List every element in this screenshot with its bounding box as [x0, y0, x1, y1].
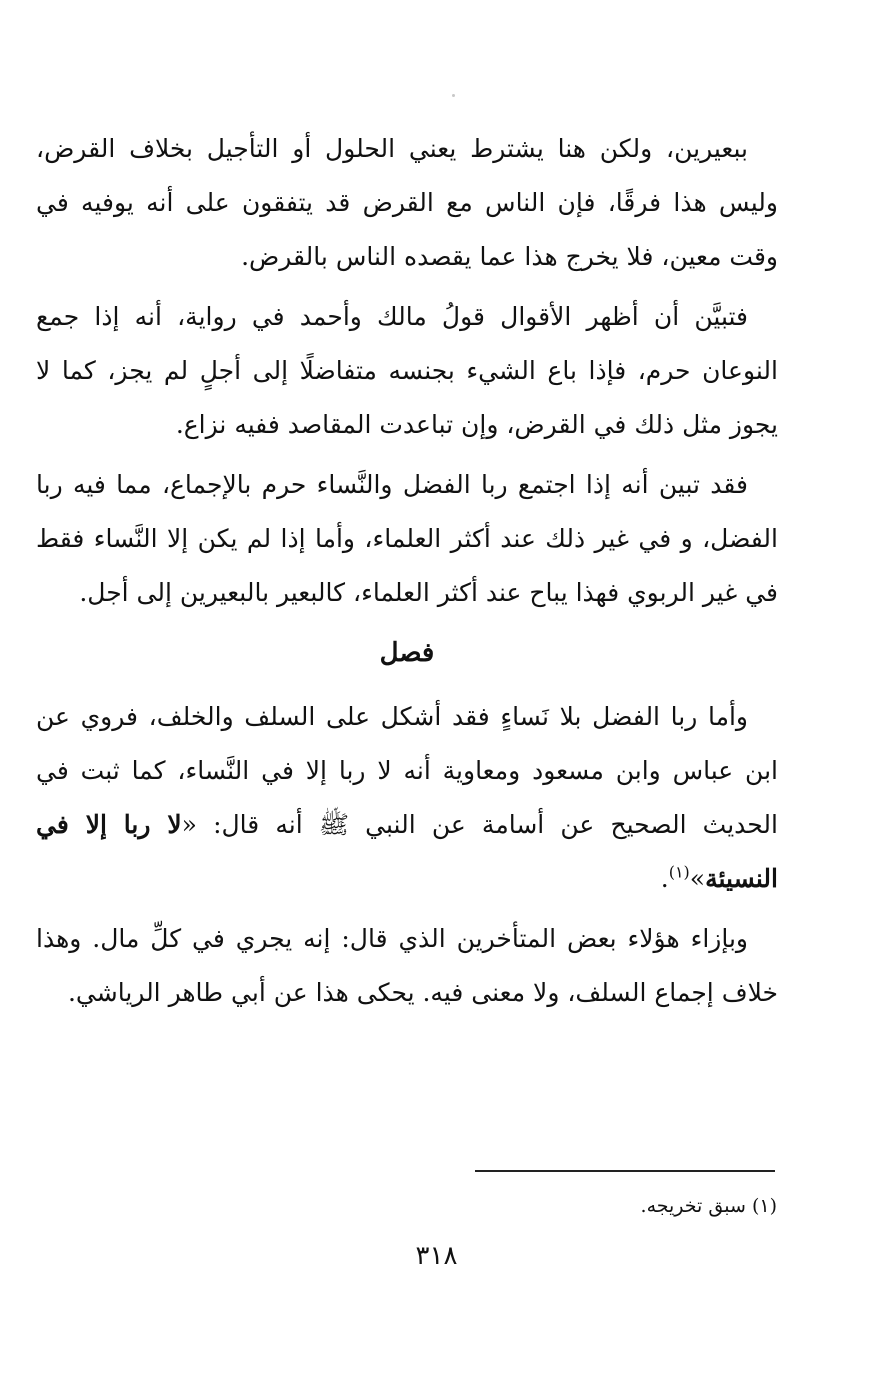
footnote-divider	[475, 1170, 775, 1172]
footnote-reference[interactable]: (١)	[668, 862, 690, 882]
paragraph-4	[36, 690, 778, 906]
section-heading: فصل	[379, 638, 435, 668]
paragraph-2: فتبيَّن أن أظهر الأقوال قولُ مالك وأحمد في رواية، أنه إذا جمع النوعان حرم، فإذا باع الشيء بجنسه متفاضلًا إلى أجلٍ لم يجز، كما لا يجوز مثل ذلك في القرض، وإن تباعدت المقاصد ففيه نزاع.	[36, 302, 778, 439]
scan-speck	[452, 94, 455, 97]
paragraph-3: فقد تبين أنه إذا اجتمع ربا الفضل والنَّساء حرم بالإجماع، مما فيه ربا الفضل، و في غير ذلك عند أكثر العلماء، وأما إذا لم يكن إلا النَّساء فقط في غير الربوي فهذا يباح عند أكثر العلماء، كالبعير بالبعيرين إلى أجل.	[36, 470, 778, 607]
footnote-text: سبق تخريجه.	[640, 1195, 746, 1217]
paragraph-4-text: وأما ربا الفضل بلا نَساءٍ فقد أشكل على السلف والخلف، فروي عن ابن عباس وابن مسعود ومعاوية أنه لا ربا إلا في النَّساء، كما ثبت في الحديث الصحيح عن أسامة عن النبي ﷺ أنه قال: «	[36, 702, 778, 839]
footnote	[377, 1192, 777, 1220]
paragraph-1: ببعيرين، ولكن هنا يشترط يعني الحلول أو التأجيل بخلاف القرض، وليس هذا فرقًا، فإن الناس مع القرض قد يتفقون على أنه يوفيه في وقت معين، فلا يخرج هذا عما يقصده الناس بالقرض.	[36, 134, 778, 271]
footnote-marker: (١)	[751, 1195, 777, 1217]
page-body	[36, 122, 778, 1026]
paragraph-4-end: .	[660, 864, 669, 893]
paragraph-5: وبإزاء هؤلاء بعض المتأخرين الذي قال: إنه يجري في كلِّ مال. وهذا خلاف إجماع السلف، ولا معنى فيه. يحكى هذا عن أبي طاهر الرياشي.	[36, 924, 778, 1007]
page-number: ٣١٨	[415, 1241, 458, 1271]
hadith-quote: لا ربا إلا في النسيئة	[36, 810, 778, 893]
quote-close-mark: »	[689, 864, 706, 893]
